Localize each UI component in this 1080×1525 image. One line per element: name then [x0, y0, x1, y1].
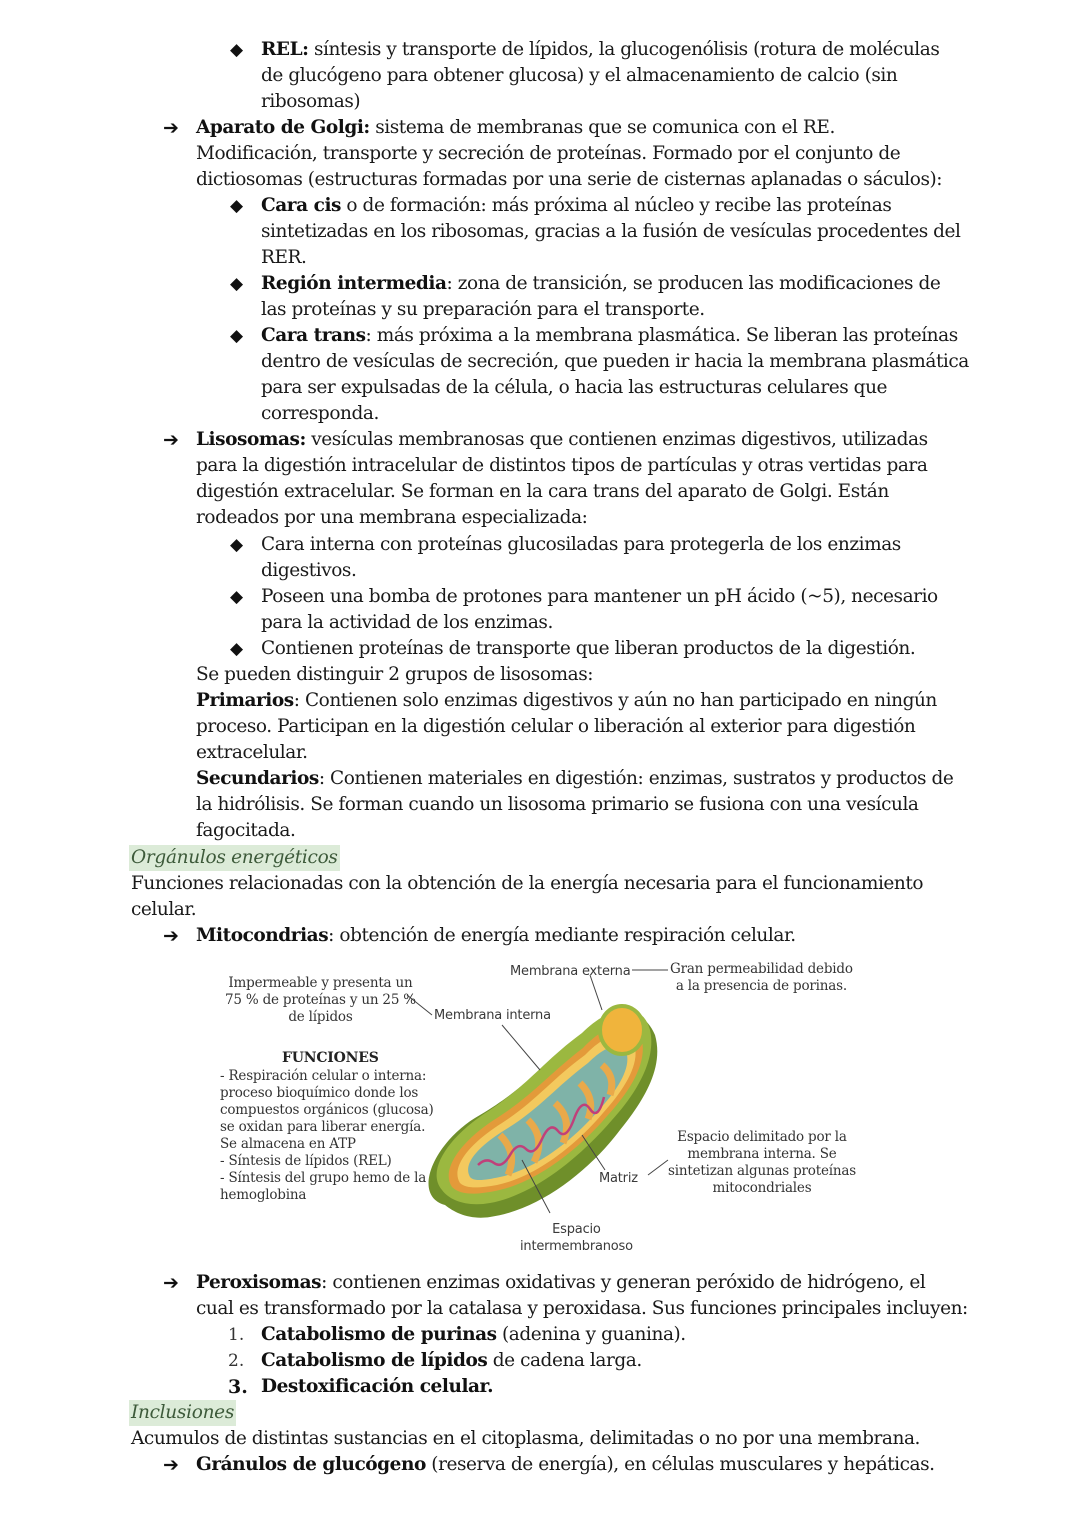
- inclusiones-intro: Acumulos de distintas sustancias en el citoplasma, delimitadas o no por una membrana.: [131, 1428, 920, 1449]
- cara-trans-line-2: dentro de vesículas de secreción, que pueden ir hacia la membrana plasmática: [261, 351, 969, 372]
- energeticos-intro-line-1: Funciones relacionadas con la obtención de la energía necesaria para el funcionamiento: [131, 873, 924, 894]
- arrow-bullet-icon: ➔: [163, 1454, 179, 1476]
- peroxisomas-item-2: Catabolismo de lípidos de cadena larga.: [261, 1350, 642, 1371]
- mitocondrias-line: Mitocondrias: obtención de energía mediante respiración celular.: [196, 925, 796, 946]
- section-heading-energeticos: Orgánulos energéticos: [129, 845, 340, 871]
- permeabilidad-label: Gran permeabilidad debido a la presencia de porinas.: [670, 961, 853, 994]
- cara-trans-line-1: Cara trans: más próxima a la membrana plasmática. Se liberan las proteínas: [261, 325, 958, 346]
- lisosoma-item-3-line-1: Contienen proteínas de transporte que liberan productos de la digestión.: [261, 638, 916, 659]
- secundarios-line-3: fagocitada.: [196, 820, 296, 841]
- arrow-bullet-icon: ➔: [163, 429, 179, 451]
- diamond-bullet-icon: ◆: [230, 326, 244, 346]
- lisosoma-item-2-line-1: Poseen una bomba de protones para mantener un pH ácido (~5), necesario: [261, 586, 938, 607]
- lisosoma-item-2-line-2: para la actividad de los enzimas.: [261, 612, 553, 633]
- lisosomas-line-3: digestión extracelular. Se forman en la cara trans del aparato de Golgi. Están: [196, 481, 889, 502]
- diamond-bullet-icon: ◆: [230, 40, 244, 60]
- lisosomas-groups-intro: Se pueden distinguir 2 grupos de lisosomas:: [196, 664, 594, 685]
- diamond-bullet-icon: ◆: [230, 587, 244, 607]
- golgi-line-3: dictiosomas (estructuras formadas por una serie de cisternas aplanadas o sáculos):: [196, 169, 943, 190]
- funciones-title: FUNCIONES: [282, 1050, 379, 1066]
- membrana-externa-label: Membrana externa: [510, 964, 631, 979]
- rel-line-2: de glucógeno para obtener glucosa) y el almacenamiento de calcio (sin: [261, 65, 898, 86]
- peroxisomas-item-1: Catabolismo de purinas (adenina y guanina).: [261, 1324, 686, 1345]
- diamond-bullet-icon: ◆: [230, 196, 244, 216]
- diamond-bullet-icon: ◆: [230, 639, 244, 659]
- cara-cis-line-3: RER.: [261, 247, 307, 268]
- lisosomas-line-4: rodeados por una membrana especializada:: [196, 507, 588, 528]
- list-number: 1.: [228, 1325, 245, 1345]
- lisosoma-item-1-line-1: Cara interna con proteínas glucosiladas para protegerla de los enzimas: [261, 534, 901, 555]
- list-number: 2.: [228, 1351, 245, 1371]
- golgi-line-1: Aparato de Golgi: sistema de membranas que se comunica con el RE.: [196, 117, 835, 138]
- primarios-line-1: Primarios: Contienen solo enzimas digestivos y aún no han participado en ningún: [196, 690, 937, 711]
- section-heading-inclusiones: Inclusiones: [129, 1400, 236, 1426]
- secundarios-line-2: la hidrólisis. Se forman cuando un lisosoma primario se fusiona con una vesícula: [196, 794, 919, 815]
- cara-cis-line-2: sintetizadas en los ribosomas, gracias a la fusión de vesículas procedentes del: [261, 221, 961, 242]
- impermeable-label: Impermeable y presenta un 75 % de proteínas y un 25 % de lípidos: [225, 975, 416, 1025]
- cara-trans-line-3: para ser expulsadas de la célula, o hacia las estructuras celulares que: [261, 377, 888, 398]
- diamond-bullet-icon: ◆: [230, 535, 244, 555]
- arrow-bullet-icon: ➔: [163, 925, 179, 947]
- energeticos-intro-line-2: celular.: [131, 899, 197, 920]
- matriz-label: Matriz: [599, 1171, 638, 1186]
- region-intermedia-line-2: las proteínas y su preparación para el transporte.: [261, 299, 705, 320]
- region-intermedia-line-1: Región intermedia: zona de transición, se producen las modificaciones de: [261, 273, 941, 294]
- glucogeno-line: Gránulos de glucógeno (reserva de energía), en células musculares y hepáticas.: [196, 1454, 935, 1475]
- cara-trans-line-4: corresponda.: [261, 403, 379, 424]
- funciones-list: - Respiración celular o interna: proceso bioquímico donde los compuestos orgánicos (glucosa) se oxidan para liberar energía. Se almacena en ATP - Síntesis de lípidos (REL) - Síntesis del grupo hemo de la hemoglobina: [220, 1068, 434, 1203]
- mitochondria-diagram: [210, 955, 860, 1260]
- lisosoma-item-1-line-2: digestivos.: [261, 560, 357, 581]
- rel-line-1: REL: síntesis y transporte de lípidos, la glucogenólisis (rotura de moléculas: [261, 39, 940, 60]
- lisosomas-line-1: Lisosomas: vesículas membranosas que contienen enzimas digestivos, utilizadas: [196, 429, 928, 450]
- list-number: 3.: [228, 1376, 248, 1398]
- lisosomas-line-2: para la digestión intracelular de distintos tipos de partículas y otras vertidas para: [196, 455, 928, 476]
- espacio-intermembranoso-label: Espacio intermembranoso: [520, 1222, 633, 1254]
- rel-line-3: ribosomas): [261, 91, 361, 112]
- membrana-interna-label: Membrana interna: [434, 1008, 551, 1023]
- diamond-bullet-icon: ◆: [230, 274, 244, 294]
- matriz-description: Espacio delimitado por la membrana interna. Se sintetizan algunas proteínas mitocondriales: [668, 1129, 856, 1196]
- peroxisomas-line-2: cual es transformado por la catalasa y peroxidasa. Sus funciones principales incluyen:: [196, 1298, 968, 1319]
- arrow-bullet-icon: ➔: [163, 117, 179, 139]
- arrow-bullet-icon: ➔: [163, 1272, 179, 1294]
- peroxisomas-item-3: Destoxificación celular.: [261, 1376, 494, 1397]
- primarios-line-3: extracelular.: [196, 742, 308, 763]
- primarios-line-2: proceso. Participan en la digestión celular o liberación al exterior para digestión: [196, 716, 916, 737]
- golgi-line-2: Modificación, transporte y secreción de proteínas. Formado por el conjunto de: [196, 143, 901, 164]
- peroxisomas-line-1: Peroxisomas: contienen enzimas oxidativas y generan peróxido de hidrógeno, el: [196, 1272, 926, 1293]
- secundarios-line-1: Secundarios: Contienen materiales en digestión: enzimas, sustratos y productos de: [196, 768, 954, 789]
- cara-cis-line-1: Cara cis o de formación: más próxima al núcleo y recibe las proteínas: [261, 195, 892, 216]
